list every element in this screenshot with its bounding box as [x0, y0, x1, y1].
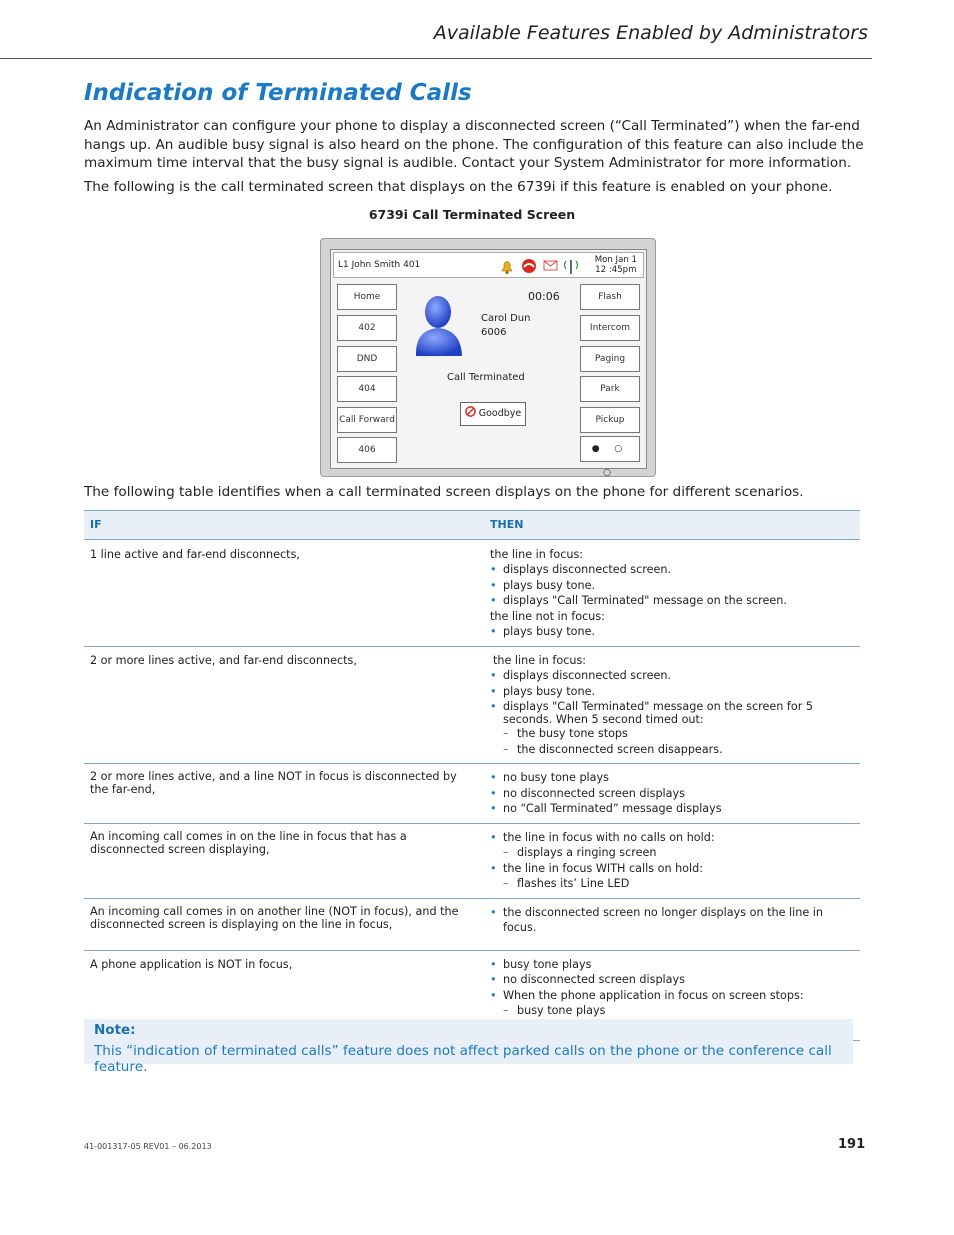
then-bullet: • displays disconnected screen.	[490, 562, 854, 578]
phone-screen-figure	[320, 238, 656, 477]
table-row	[84, 764, 860, 824]
section-header: Available Features Enabled by Administrators	[433, 22, 868, 44]
note-text: This “indication of terminated calls” feature does not affect parked calls on the phone or the conference call feature.	[94, 1043, 832, 1075]
softkey-park[interactable]: Park	[580, 376, 640, 402]
then-bullet: • busy tone plays	[490, 957, 854, 973]
caller-name: Carol Dun	[481, 313, 531, 324]
time: 12 :45pm	[595, 265, 637, 275]
then-dash: – flashes its’ Line LED	[490, 876, 854, 892]
date-time	[595, 255, 637, 275]
then-bullet: • no busy tone plays	[490, 770, 854, 786]
then-bullet: • plays busy tone.	[490, 578, 854, 594]
table-row	[84, 646, 860, 764]
cell-if: 2 or more lines active, and far-end disconnects,	[84, 646, 484, 764]
then-dash: – busy tone plays	[490, 1003, 854, 1019]
table-row	[84, 898, 860, 950]
table-row	[84, 823, 860, 898]
note-box	[84, 1019, 853, 1075]
softkey-flash[interactable]: Flash	[580, 284, 640, 310]
cell-if: An incoming call comes in on the line in focus that has a disconnected screen displaying,	[84, 823, 484, 898]
softkey-call-forward[interactable]: Call Forward	[337, 407, 397, 433]
voicemail-icon	[544, 261, 557, 270]
col-if: IF	[84, 511, 484, 540]
then-bullet: • the line in focus with no calls on hold:	[490, 830, 854, 846]
figure-title: 6739i Call Terminated Screen	[368, 207, 576, 222]
then-bullet: • plays busy tone.	[490, 684, 854, 700]
goodbye-label: Goodbye	[478, 408, 522, 419]
page-title: Indication of Terminated Calls	[84, 80, 472, 106]
then-bullet: • plays busy tone.	[490, 624, 854, 640]
then-bullet: • no disconnected screen displays	[490, 786, 854, 802]
page-number: 191	[838, 1137, 866, 1152]
table-intro: The following table identifies when a call terminated screen displays on the phone for different scenarios.	[84, 484, 804, 500]
then-text: the line in focus:	[493, 653, 587, 667]
cell-if: 1 line active and far-end disconnects,	[84, 539, 484, 646]
status-bar	[333, 252, 644, 278]
col-then: THEN	[484, 511, 860, 540]
table-header	[84, 511, 860, 540]
then-bullet: • displays "Call Terminated" message on the screen for 5 seconds. When 5 second timed out:	[490, 700, 854, 726]
cell-then	[484, 764, 860, 824]
softkey-intercom[interactable]: Intercom	[580, 315, 640, 341]
softkey-406[interactable]: 406	[337, 437, 397, 463]
then-text: the line in focus:	[490, 547, 584, 561]
cell-then	[484, 823, 860, 898]
cell-if: A phone application is NOT in focus,	[84, 950, 484, 1041]
call-status: Call Terminated	[447, 372, 525, 383]
network-icon	[565, 260, 578, 274]
then-bullet: • the line in focus WITH calls on hold:	[490, 861, 854, 877]
softkey-paging[interactable]: Paging	[580, 346, 640, 372]
then-bullet: • no disconnected screen displays	[490, 972, 854, 988]
bell-icon	[502, 262, 512, 275]
caller-avatar-icon	[413, 294, 465, 358]
then-dash: – the busy tone stops	[490, 726, 854, 742]
scenario-table	[84, 510, 860, 1041]
softkey-402[interactable]: 402	[337, 315, 397, 341]
status-icons	[499, 256, 579, 279]
cell-then	[484, 898, 860, 950]
then-bullet: • displays disconnected screen.	[490, 668, 854, 684]
call-timer: 00:06	[528, 290, 560, 303]
softkey-dnd[interactable]: DND	[337, 346, 397, 372]
table-row	[84, 539, 860, 646]
doc-id: 41-001317-05 REV01 – 06.2013	[84, 1142, 212, 1151]
then-bullet: • displays "Call Terminated" message on the screen.	[490, 593, 854, 609]
cell-then	[484, 539, 860, 646]
then-bullet: • When the phone application in focus on screen stops:	[490, 988, 854, 1004]
softkey-pickup[interactable]: Pickup	[580, 407, 640, 433]
cell-if: An incoming call comes in on another line (NOT in focus), and the disconnected screen is displaying on the line in focus,	[84, 898, 484, 950]
then-bullet: • the disconnected screen no longer displays on the line in focus.	[490, 905, 854, 936]
caller-number: 6006	[481, 327, 507, 338]
then-text: the line not in focus:	[490, 609, 605, 623]
phone-display	[330, 249, 647, 478]
softkey-404[interactable]: 404	[337, 376, 397, 402]
intro-paragraph: An Administrator can configure your phone to display a disconnected screen (“Call Terminated”) when the far-end hangs up. An audible busy signal is also heard on the phone. The configuration of this feature can also include the maximum time interval that the busy signal is audible. Contact your System Administrator for more information.	[84, 118, 864, 171]
missed-call-icon	[522, 259, 536, 273]
header-rule	[0, 58, 872, 59]
intro-paragraph-2: The following is the call terminated screen that displays on the 6739i if this feature is enabled on your phone.	[84, 179, 833, 195]
then-bullet: • no “Call Terminated” message displays	[490, 801, 854, 817]
goodbye-button[interactable]	[460, 402, 526, 426]
softkey-home[interactable]: Home	[337, 284, 397, 310]
then-dash: – displays a ringing screen	[490, 845, 854, 861]
no-entry-icon	[465, 406, 476, 417]
page-dots[interactable]: ● ○ ○	[580, 436, 640, 462]
line-label: L1 John Smith 401	[338, 260, 421, 270]
cell-if: 2 or more lines active, and a line NOT in focus is disconnected by the far-end,	[84, 764, 484, 824]
date: Mon Jan 1	[594, 255, 637, 265]
note-heading: Note:	[94, 1022, 136, 1038]
cell-then	[484, 646, 860, 764]
then-dash: – the disconnected screen disappears.	[490, 742, 854, 758]
